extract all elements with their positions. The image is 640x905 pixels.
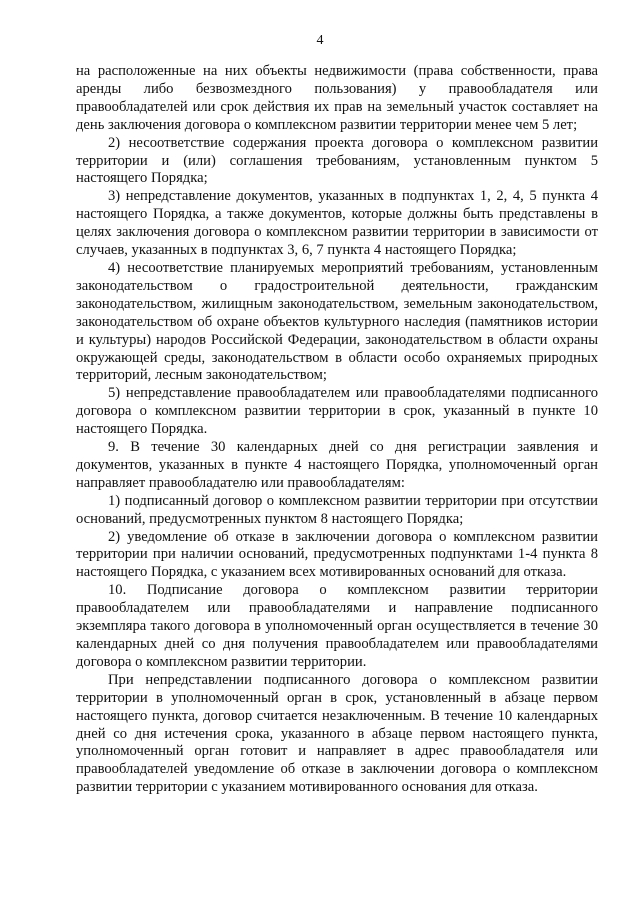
paragraph: 2) уведомление об отказе в заключении договора о комплексном развитии территории при наличии оснований, предусмотренных подпунктами 1-4 пункта 8 настоящего Порядка, с указанием всех мотивированных оснований для отказа. [76,528,598,581]
paragraph: 1) подписанный договор о комплексном развитии территории при отсутствии оснований, предусмотренных пунктом 8 настоящего Порядка; [76,492,598,527]
document-body [76,63,598,797]
paragraph: 4) несоответствие планируемых мероприятий требованиям, установленным законодательством о градостроительной деятельности, гражданским законодательством, жилищным законодательством, земельным законодательством, законодательством об охране объектов культурного наследия (памятников истории и культуры) народов Российской Федерации, законодательством в области охраны окружающей среды, законодательством в области особо охраняемых природных территорий, лесным законодательством; [76,259,598,384]
paragraph: При непредставлении подписанного договора о комплексном развитии территории в уполномоченный орган в срок, установленный в абзаце первом настоящего пункта, договор считается незаключенным. В течение 10 календарных дней со дня истечения срока, указанного в абзаце первом настоящего пункта, уполномоченный орган готовит и направляет в адрес правообладателя или правообладателей уведомление об отказе в заключении договора о комплексном развитии территории с указанием мотивированного основания для отказа. [76,671,598,796]
page-number: 4 [316,33,324,48]
paragraph: 2) несоответствие содержания проекта договора о комплексном развитии территории и (или) соглашения требованиям, установленным пунктом 5 настоящего Порядка; [76,134,598,187]
paragraph: 3) непредставление документов, указанных в подпунктах 1, 2, 4, 5 пункта 4 настоящего Порядка, а также документов, которые должны быть представлены в целях заключения договора о комплексном развитии территории в зависимости от случаев, указанных в подпунктах 3, 6, 7 пункта 4 настоящего Порядка; [76,188,598,259]
paragraph: 5) непредставление правообладателем или правообладателями подписанного договора о комплексном развитии территории в срок, указанный в пункте 10 настоящего Порядка. [76,385,598,438]
paragraph: 10. Подписание договора о комплексном развитии территории правообладателем или правообладателями и направление подписанного экземпляра такого договора в уполномоченный орган осуществляется в течение 30 календарных дней со дня получения правообладателем или правообладателями договора о комплексном развитии территории. [76,582,598,670]
paragraph: 9. В течение 30 календарных дней со дня регистрации заявления и документов, указанных в пункте 4 настоящего Порядка, уполномоченный орган направляет правообладателю или правообладателям: [76,439,598,491]
paragraph: на расположенные на них объекты недвижимости (права собственности, права аренды либо безвозмездного пользования) у правообладателя или правообладателей или срок действия их прав на земельный участок составляет на день заключения договора о комплексном развитии территории менее чем 5 лет; [76,63,598,133]
